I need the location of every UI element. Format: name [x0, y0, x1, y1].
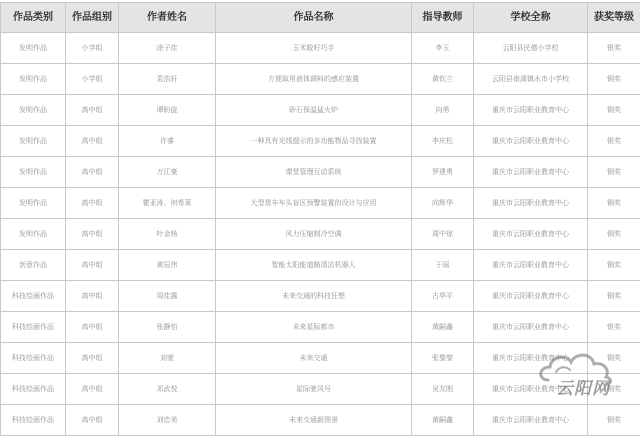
cell-teacher: 向辉华 [412, 188, 474, 219]
cell-author: 邓武悦 [119, 374, 216, 405]
table-row [1, 219, 640, 250]
cell-school: 重庆市云阳职业教育中心 [474, 95, 588, 126]
cell-author: 张静怡 [119, 312, 216, 343]
yunyang-watermark-logo [526, 346, 636, 404]
header-teacher: 指导教师 [412, 3, 474, 33]
cell-group: 高中组 [66, 312, 119, 343]
table-row [1, 126, 640, 157]
cell-author: 谭盼旋 [119, 95, 216, 126]
cell-school: 重庆市云阳职业教育中心 [474, 281, 588, 312]
header-title: 作品名称 [216, 3, 412, 33]
cell-title: 一种具有光线提示的多功能物品寻找装置 [216, 126, 412, 157]
cell-title: 课堂管理互动系统 [216, 157, 412, 188]
cell-category: 发明作品 [1, 188, 66, 219]
cell-title: 玉米脱籽巧手 [216, 33, 412, 64]
cell-category: 发明作品 [1, 33, 66, 64]
header-row [1, 3, 640, 33]
cell-teacher: 黄嗣鑫 [412, 312, 474, 343]
cell-group: 高中组 [66, 405, 119, 436]
cell-award: 铜奖 [588, 64, 640, 95]
cell-teacher: 李庆松 [412, 126, 474, 157]
cell-category: 发明作品 [1, 95, 66, 126]
cell-category: 科技绘画作品 [1, 405, 66, 436]
cell-award: 铜奖 [588, 157, 640, 188]
header-award: 获奖等级 [588, 3, 640, 33]
cell-category: 科技绘画作品 [1, 374, 66, 405]
cell-school: 云阳县民德小学校 [474, 33, 588, 64]
table-row [1, 312, 640, 343]
cell-category: 发明作品 [1, 126, 66, 157]
cell-group: 高中组 [66, 374, 119, 405]
cell-group: 高中组 [66, 281, 119, 312]
cell-school: 重庆市云阳职业教育中心 [474, 374, 588, 405]
cell-school: 重庆市云阳职业教育中心 [474, 250, 588, 281]
cell-teacher: 吴友刚 [412, 374, 474, 405]
cell-group: 小学组 [66, 64, 119, 95]
cell-teacher: 于瑶 [412, 250, 474, 281]
cell-award: 银奖 [588, 312, 640, 343]
cell-school: 重庆市云阳职业教育中心 [474, 126, 588, 157]
cell-category: 发明作品 [1, 219, 66, 250]
cell-title: 大型货车车头盲区预警装置的设计与应用 [216, 188, 412, 219]
table-row [1, 95, 640, 126]
cell-title: 未来交通的科技狂想 [216, 281, 412, 312]
cell-teacher: 周中琼 [412, 219, 474, 250]
cell-category: 科技绘画作品 [1, 343, 66, 374]
cell-school: 重庆市云阳职业教育中心 [474, 405, 588, 436]
cell-author: 涂子佳 [119, 33, 216, 64]
cell-group: 高中组 [66, 219, 119, 250]
cell-group: 高中组 [66, 250, 119, 281]
watermark-text: 云阳网 [556, 374, 610, 399]
cell-group: 高中组 [66, 188, 119, 219]
cell-title: 智能太阳能道路清洁机器人 [216, 250, 412, 281]
cell-category: 发明作品 [1, 64, 66, 95]
cell-award: 铜奖 [588, 405, 640, 436]
header-group: 作品组别 [66, 3, 119, 33]
cell-teacher: 黄钦兰 [412, 64, 474, 95]
cell-category: 发明作品 [1, 157, 66, 188]
cell-teacher: 向勇 [412, 95, 474, 126]
cell-author: 周佳露 [119, 281, 216, 312]
header-author: 作者姓名 [119, 3, 216, 33]
cell-author: 黄辰伟 [119, 250, 216, 281]
cell-title: 砂石保温猛火炉 [216, 95, 412, 126]
table-row [1, 33, 640, 64]
cell-group: 高中组 [66, 157, 119, 188]
cell-category: 创意作品 [1, 250, 66, 281]
table-row [1, 405, 640, 436]
cell-award: 银奖 [588, 33, 640, 64]
cell-school: 重庆市云阳职业教育中心 [474, 312, 588, 343]
cell-author: 刘忠美 [119, 405, 216, 436]
cell-author: 瞿亚涛、何希莱 [119, 188, 216, 219]
cell-school: 云阳县南溪镇水市小学校 [474, 64, 588, 95]
table-row [1, 188, 640, 219]
cell-award: 铜奖 [588, 374, 640, 405]
cell-group: 高中组 [66, 126, 119, 157]
cell-author: 许睿 [119, 126, 216, 157]
cell-teacher: 黄嗣鑫 [412, 405, 474, 436]
cell-award: 铜奖 [588, 95, 640, 126]
table-row [1, 250, 640, 281]
cell-school: 重庆市云阳职业教育中心 [474, 219, 588, 250]
cell-school: 重庆市云阳职业教育中心 [474, 157, 588, 188]
cell-award: 铜奖 [588, 219, 640, 250]
cell-author: 万江豪 [119, 157, 216, 188]
table-row [1, 64, 640, 95]
cell-title: 风力压缩制冷空调 [216, 219, 412, 250]
cell-school: 重庆市云阳职业教育中心 [474, 188, 588, 219]
header-school: 学校全称 [474, 3, 588, 33]
cell-group: 小学组 [66, 33, 119, 64]
cell-teacher: 李玉 [412, 33, 474, 64]
header-category: 作品类别 [1, 3, 66, 33]
cell-title: 星际驰风号 [216, 374, 412, 405]
cell-award: 铜奖 [588, 281, 640, 312]
cell-teacher: 张黎黎 [412, 343, 474, 374]
cell-author: 刘萱 [119, 343, 216, 374]
cell-award: 银奖 [588, 126, 640, 157]
cell-title: 未来星际都市 [216, 312, 412, 343]
cell-author: 叶金杨 [119, 219, 216, 250]
cell-title: 未来交通新图景 [216, 405, 412, 436]
table-row [1, 157, 640, 188]
cell-award: 铜奖 [588, 250, 640, 281]
cell-category: 科技绘画作品 [1, 312, 66, 343]
cell-title: 未来交通 [216, 343, 412, 374]
cell-award: 铜奖 [588, 343, 640, 374]
cell-teacher: 古华平 [412, 281, 474, 312]
cell-category: 科技绘画作品 [1, 281, 66, 312]
cell-group: 高中组 [66, 343, 119, 374]
table-row [1, 281, 640, 312]
cell-title: 方便取用液体调料的感应装置 [216, 64, 412, 95]
cell-group: 高中组 [66, 95, 119, 126]
cell-teacher: 罗建勇 [412, 157, 474, 188]
cell-school: 重庆市云阳职业教育中心 [474, 343, 588, 374]
cell-author: 袁浩轩 [119, 64, 216, 95]
cell-award: 铜奖 [588, 188, 640, 219]
